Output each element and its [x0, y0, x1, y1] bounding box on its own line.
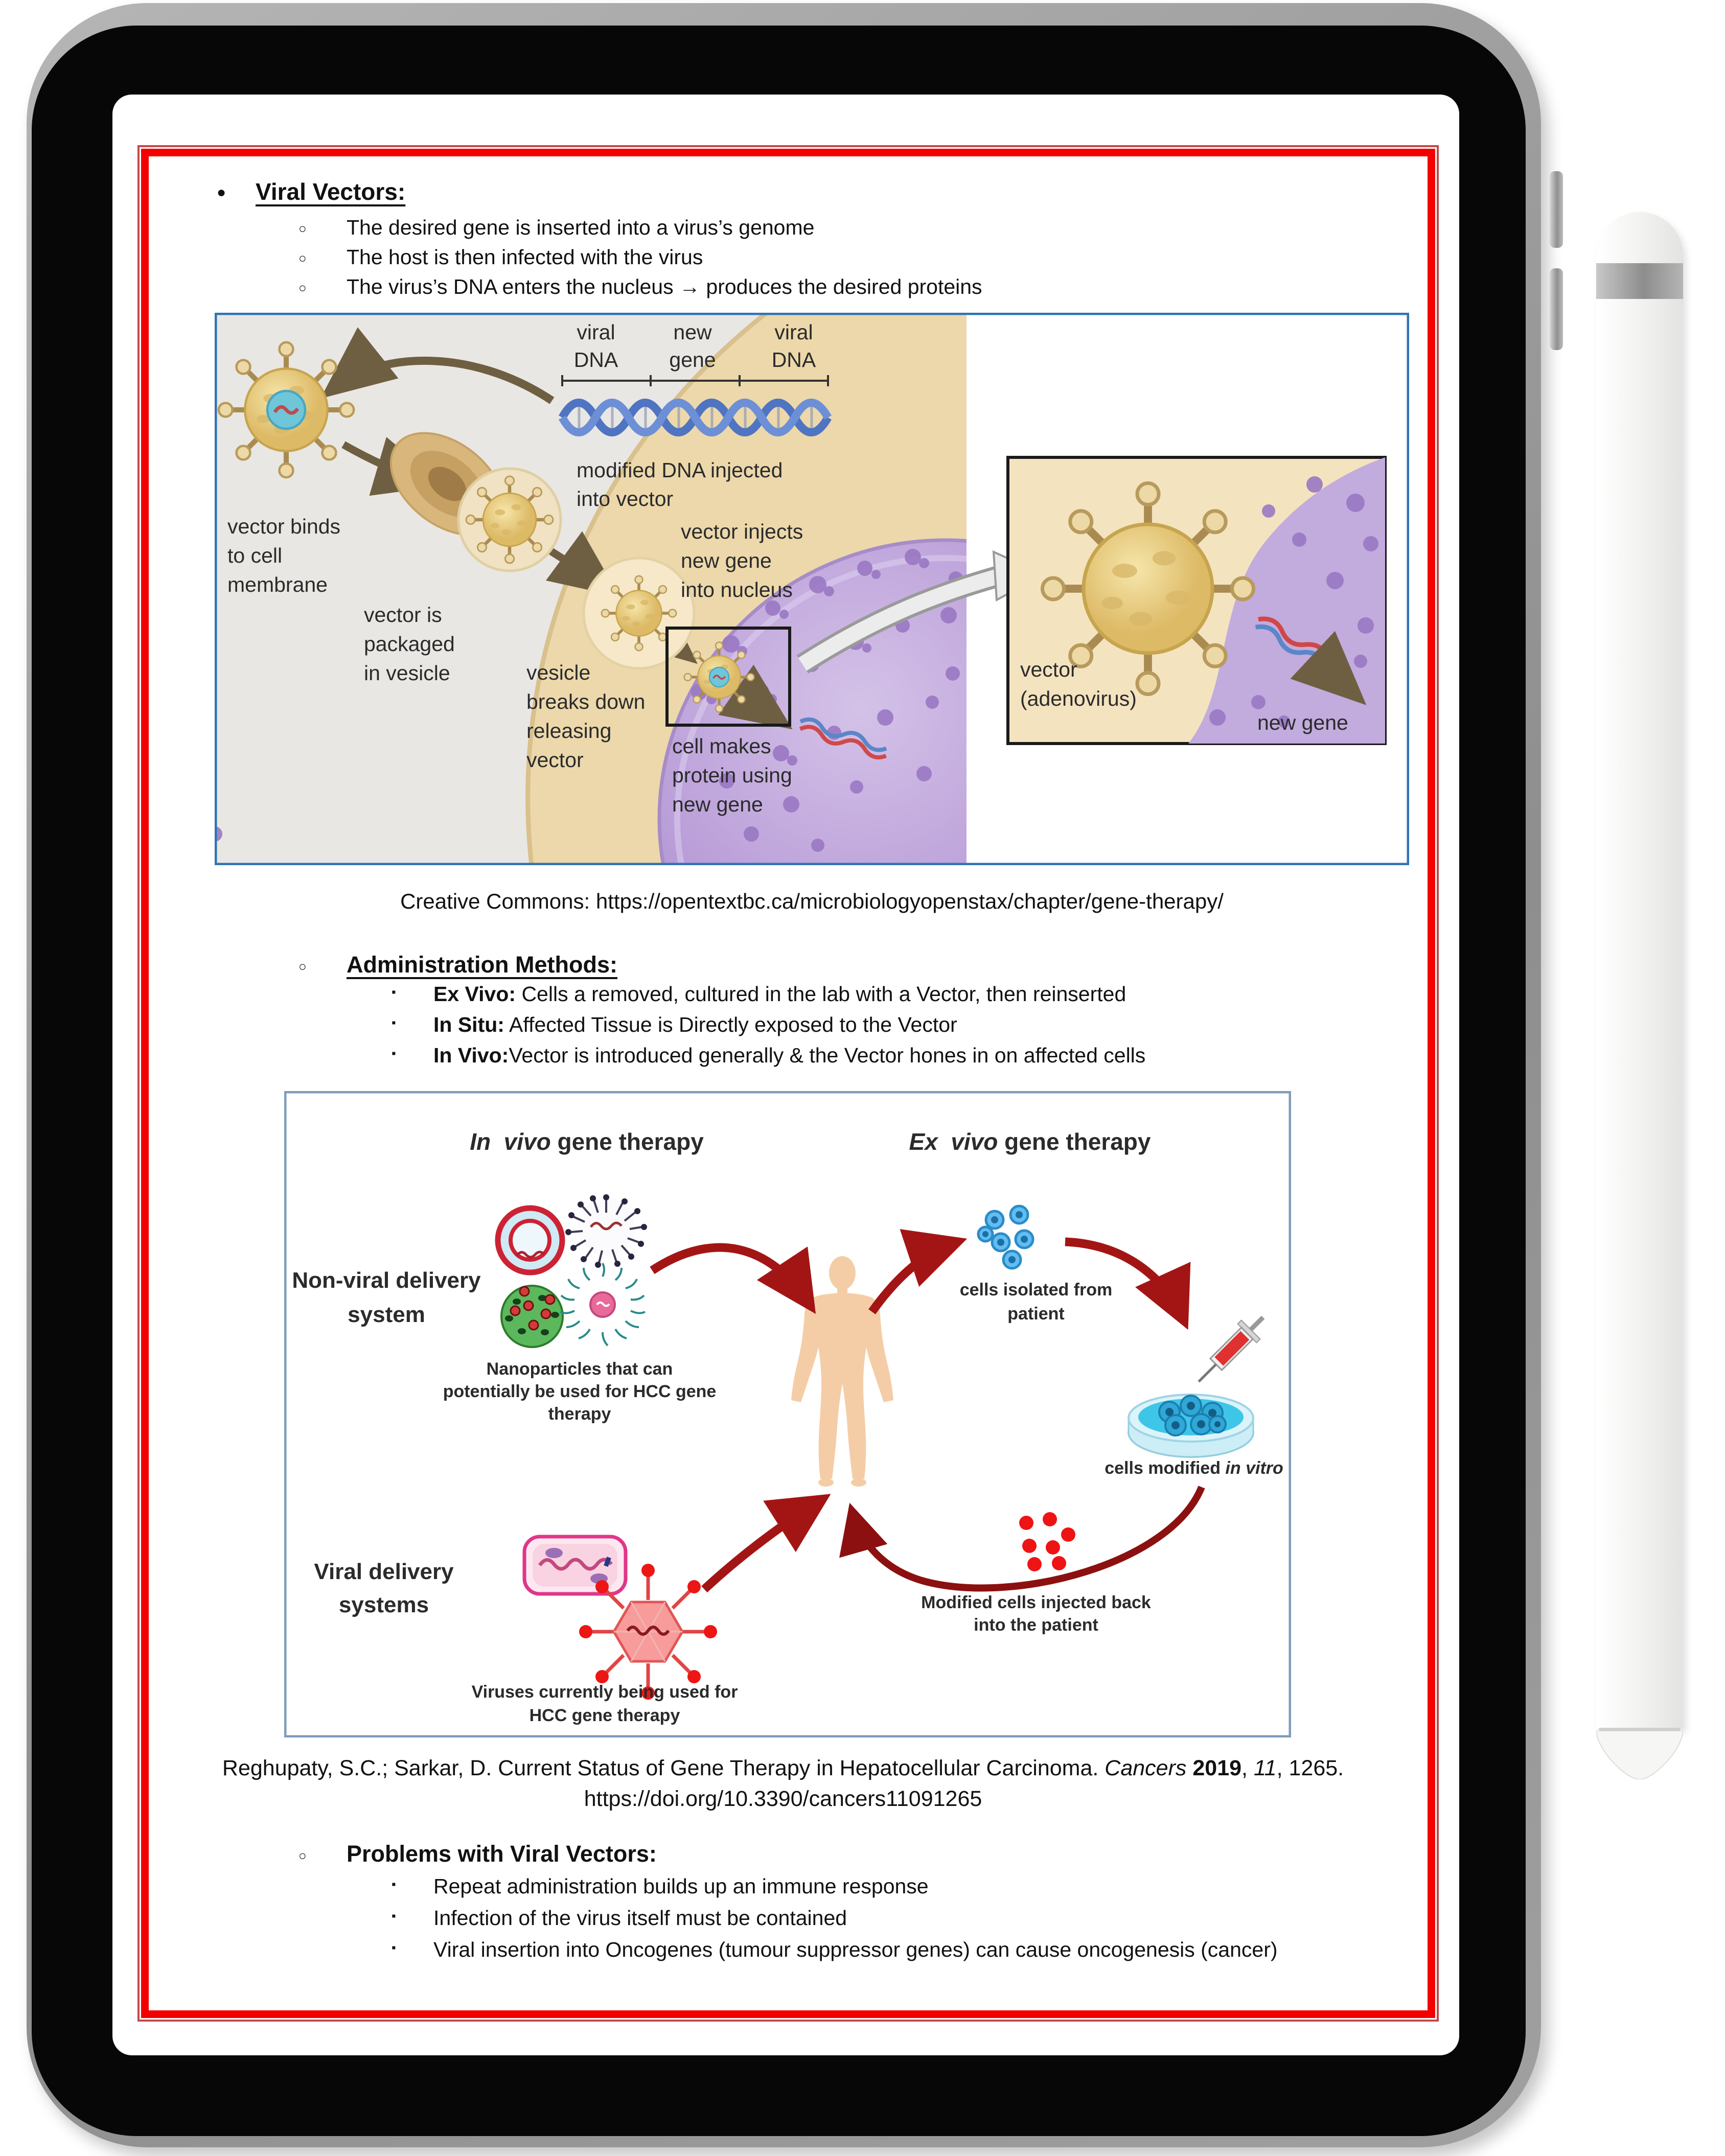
svg-text:gene: gene: [669, 348, 716, 372]
svg-text:new gene: new gene: [672, 793, 763, 816]
figure-invivo-exvivo-diagram: [284, 1091, 1291, 1737]
volume-down-button[interactable]: [1550, 268, 1563, 350]
figure1-inset: [1008, 457, 1385, 744]
bullet-dot-icon: ●: [217, 184, 226, 201]
title-ex-vivo: Ex vivo gene therapy: [909, 1128, 1151, 1155]
sub-bullet-icon: ○: [298, 280, 307, 295]
svg-text:new gene: new gene: [681, 549, 772, 572]
label-viral-dna-1: viral: [577, 320, 615, 344]
figure-viral-vector-diagram: [215, 313, 1409, 865]
list-item: Viral insertion into Oncogenes (tumour suppressor genes) can cause oncogenesis (cancer): [433, 1938, 1278, 1961]
list-item: In Vivo:Vector is introduced generally & the Vector hones in on affected cells: [433, 1044, 1146, 1067]
label-inset-vector: vector: [1020, 658, 1077, 681]
svg-text:DNA: DNA: [573, 348, 618, 372]
label-modified-dna: modified DNA injected: [577, 458, 783, 482]
list-item: The host is then infected with the virus: [347, 245, 703, 269]
label-cell-makes: cell makes: [672, 734, 771, 758]
label-cells-isolated: cells isolated from: [959, 1280, 1113, 1300]
stylus-body: [1596, 212, 1683, 1729]
label-vector-packaged: vector is: [364, 603, 442, 627]
stylus-band: [1596, 263, 1683, 299]
label-cells-modified: cells modified in vitro: [1105, 1458, 1283, 1478]
list-item: In Situ: Affected Tissue is Directly exposed to the Vector: [433, 1013, 957, 1036]
heading-viral-vectors: Viral Vectors:: [256, 178, 406, 205]
svg-text:patient: patient: [1007, 1304, 1065, 1324]
petri-dish-icon: [1129, 1395, 1253, 1457]
title-in-vivo: In vivo gene therapy: [470, 1128, 704, 1155]
sub-bullet-icon: ○: [298, 221, 307, 236]
label-viruses-used: Viruses currently being used for: [471, 1682, 738, 1702]
list-item: Ex Vivo: Cells a removed, cultured in the lab with a Vector, then reinserted: [433, 982, 1126, 1006]
svg-text:into nucleus: into nucleus: [681, 578, 793, 601]
square-bullet-icon: ▪: [392, 1877, 396, 1891]
label-vector-binds: vector binds: [227, 515, 341, 538]
svg-text:into the patient: into the patient: [974, 1615, 1098, 1635]
label-non-viral: Non-viral delivery: [292, 1268, 481, 1293]
svg-text:to cell: to cell: [227, 544, 283, 567]
vector-virus-icon: [219, 342, 354, 477]
label-inset-new-gene: new gene: [1257, 711, 1348, 734]
square-bullet-icon: ▪: [392, 985, 396, 999]
svg-text:protein using: protein using: [672, 763, 792, 787]
citation-line2: https://doi.org/10.3390/cancers11091265: [584, 1787, 982, 1811]
svg-text:systems: systems: [338, 1592, 429, 1617]
svg-text:system: system: [348, 1302, 425, 1327]
label-nanoparticles: Nanoparticles that can: [486, 1359, 673, 1379]
square-bullet-icon: ▪: [392, 1047, 396, 1060]
stylus-tip: [1596, 1731, 1683, 1779]
polymer-nanoparticle-icon: [501, 1286, 563, 1347]
vector-virus-icon: [466, 476, 553, 563]
label-vector-injects: vector injects: [681, 520, 803, 543]
list-item: Repeat administration builds up an immune response: [433, 1874, 929, 1898]
svg-text:potentially be used for HCC ge: potentially be used for HCC gene: [443, 1382, 717, 1401]
svg-text:packaged: packaged: [364, 632, 455, 656]
label-viral-dna-2: viral: [774, 320, 813, 344]
square-bullet-icon: ▪: [392, 1016, 396, 1030]
volume-up-button[interactable]: [1550, 171, 1563, 248]
svg-text:vector: vector: [526, 748, 584, 772]
list-item: Infection of the virus itself must be contained: [433, 1906, 847, 1930]
vector-virus-icon: [684, 642, 754, 712]
label-vesicle-breaks: vesicle: [526, 661, 591, 684]
svg-text:therapy: therapy: [548, 1404, 611, 1424]
square-bullet-icon: ▪: [392, 1941, 396, 1955]
heading-problems: Problems with Viral Vectors:: [347, 1841, 657, 1867]
svg-text:DNA: DNA: [771, 348, 816, 372]
label-viral-delivery: Viral delivery: [314, 1559, 454, 1584]
list-item: The desired gene is inserted into a virus’s genome: [347, 216, 815, 239]
sub-bullet-icon: ○: [298, 1848, 307, 1863]
list-item: The virus’s DNA enters the nucleus → produces the desired proteins: [347, 275, 982, 298]
svg-text:membrane: membrane: [227, 573, 328, 596]
sub-bullet-icon: ○: [298, 959, 307, 974]
heading-administration-methods: Administration Methods:: [347, 952, 617, 978]
citation: [158, 1753, 1408, 1814]
svg-text:breaks down: breaks down: [526, 690, 646, 713]
svg-text:in vesicle: in vesicle: [364, 661, 450, 685]
sub-bullet-icon: ○: [298, 250, 307, 266]
svg-text:HCC gene therapy: HCC gene therapy: [529, 1706, 680, 1725]
figure1-caption: Creative Commons: https://opentextbc.ca/microbiologyopenstax/chapter/gene-therapy/: [400, 889, 1224, 913]
svg-text:releasing: releasing: [526, 719, 612, 743]
label-modified-cells: Modified cells injected back: [921, 1593, 1151, 1612]
label-new-gene-top: new: [673, 320, 712, 344]
svg-text:into vector: into vector: [577, 487, 674, 511]
infected-cell-icon: [524, 1537, 626, 1594]
citation-line1: Reghupaty, S.C.; Sarkar, D. Current Status of Gene Therapy in Hepatocellular Carcinoma. Cancers 2019, 11, 1265.: [222, 1756, 1344, 1780]
vector-virus-icon: [602, 576, 676, 651]
adenovirus-hexagon-icon: [579, 1564, 717, 1700]
svg-text:(adenovirus): (adenovirus): [1020, 687, 1137, 710]
square-bullet-icon: ▪: [392, 1909, 396, 1923]
liposome-icon: [498, 1208, 562, 1272]
